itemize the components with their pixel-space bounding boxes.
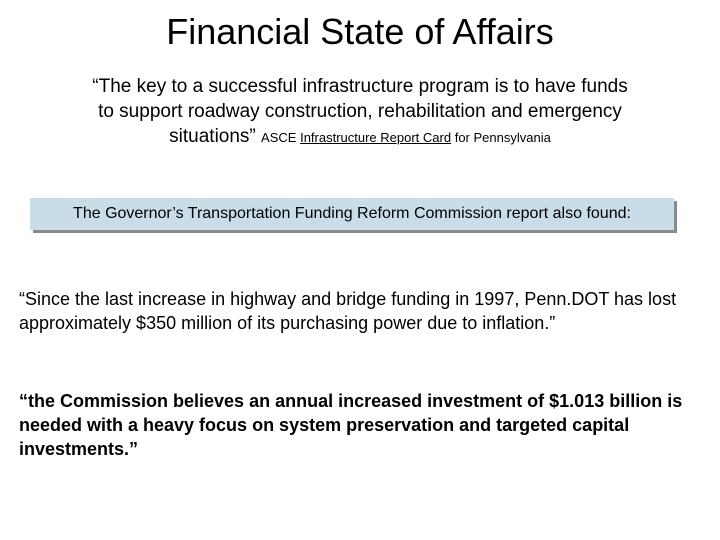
finding-investment: “the Commission believes an annual increased investment of $1.013 billion is needed with a heavy focus on system preservation and targeted capital investments.” [19, 391, 683, 459]
quote-text: “The key to a successful infrastructure program is to have funds to support roadway construction, rehabilitation and emergency situations” [92, 76, 628, 147]
finding-purchasing-power: “Since the last increase in highway and bridge funding in 1997, Penn.DOT has lost approximately $350 million of its purchasing power due to inflation.” [19, 289, 677, 333]
commission-header-text: The Governor’s Transportation Funding Reform Commission report also found: [73, 205, 631, 222]
quote-citation [261, 130, 551, 145]
infrastructure-quote [90, 74, 630, 150]
slide-title: Financial State of Affairs [166, 11, 554, 52]
citation-report-title: Infrastructure Report Card [300, 130, 452, 145]
commission-header-box [30, 198, 674, 230]
citation-prefix: ASCE [261, 130, 297, 145]
citation-suffix: for Pennsylvania [454, 130, 551, 145]
